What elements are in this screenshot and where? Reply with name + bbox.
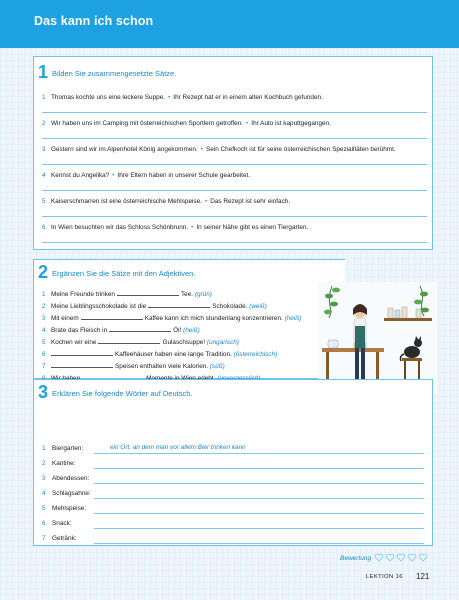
blank-field[interactable] <box>81 314 143 320</box>
lesson-label: LEKTION 16 <box>366 574 403 580</box>
exercise-2-box <box>33 259 345 379</box>
vocab-row: 1 Biergarten: ein Ort, an dem man vor allem Bier trinken kann <box>42 444 246 452</box>
kitchen-table <box>322 348 384 352</box>
page-title: Das kann ich schon <box>34 14 154 28</box>
sentence-row: 1 Thomas kochte uns eine leckere Suppe. • Ihr Rezept hat er in einem alten Kochbuch gefunden. <box>42 94 323 101</box>
vocab-row: 7 Getränk: <box>42 535 77 542</box>
vocab-row: 3 Abendessen: <box>42 475 90 482</box>
answer-line[interactable] <box>94 543 424 544</box>
heart-icon <box>386 554 394 561</box>
answer-line[interactable] <box>42 138 427 139</box>
exercise-1-box <box>33 56 433 250</box>
sentence-row: 2 Meine Lieblingsschokolade ist die Schokolade. (weiß) <box>42 303 267 310</box>
answer-line[interactable] <box>42 216 427 217</box>
blank-field[interactable] <box>51 350 113 356</box>
vocab-row: 6 Snack: <box>42 520 72 527</box>
answer-line[interactable] <box>42 112 427 113</box>
stool <box>402 358 422 361</box>
blank-field[interactable] <box>117 290 179 296</box>
sentence-row: 1 Meine Freunde trinken Tee. (grün) <box>42 291 212 298</box>
shelf <box>384 318 432 321</box>
vocab-row: 2 Kantine: <box>42 460 76 467</box>
exercise-title: Bilden Sie zusammengesetzte Sätze. <box>52 69 177 78</box>
sentence-row: 5 Kaiserschmarren ist eine österreichische Mehlspeise. • Das Rezept ist sehr einfach. <box>42 198 291 205</box>
sentence-row: 4 Brate das Fleisch in Öl! (heiß) <box>42 327 200 334</box>
exercise-number: 2 <box>38 262 49 282</box>
blank-field[interactable] <box>148 302 210 308</box>
vocab-row: 4 Schlagsahne: <box>42 490 91 497</box>
bullet-icon: • <box>200 146 203 153</box>
answer-line[interactable] <box>94 498 424 499</box>
rating-label: Bewertung <box>340 555 372 562</box>
bullet-icon: • <box>112 172 115 179</box>
bullet-icon: • <box>204 198 208 205</box>
exercise-number: 3 <box>38 382 49 402</box>
heart-icon <box>397 554 405 561</box>
sentence-row: 6 In Wien besuchten wir das Schloss Schönbrunn. • In seiner Nähe gibt es einen Tiergarten. <box>42 224 309 231</box>
bullet-icon: • <box>168 94 171 101</box>
answer-line[interactable] <box>94 513 424 514</box>
exercise-3-box <box>33 379 433 546</box>
heart-icon <box>408 554 416 561</box>
blank-field[interactable] <box>98 338 160 344</box>
vocab-row: 5 Mehlspeise: <box>42 505 87 512</box>
page-number: 121 <box>416 572 430 581</box>
answer-line[interactable] <box>42 164 427 165</box>
answer-line[interactable] <box>94 453 424 454</box>
sentence-row: 6 Kaffeehäuser haben eine lange Tradition. (österreichisch) <box>42 351 278 358</box>
answer-line[interactable] <box>94 483 424 484</box>
answer-line[interactable] <box>42 190 427 191</box>
exercise-title: Ergänzen Sie die Sätze mit den Adjektiven. <box>52 269 196 278</box>
sentence-row: 3 Gestern sind wir im Alpenhotel König angekommen. • Sein Chefkoch ist für seine österreichischen Spezialitäten berühmt. <box>42 146 396 153</box>
sentence-row: 4 Kennst du Angelika? • Ihre Eltern haben in unserer Schule gearbeitet. <box>42 172 251 179</box>
answer-line[interactable] <box>94 468 424 469</box>
sentence-row: 7 Speisen enthalten viele Kalorien. (süß) <box>42 363 225 370</box>
rating-hearts[interactable] <box>374 553 432 563</box>
exercise-title: Erklären Sie folgende Wörter auf Deutsch. <box>52 389 193 398</box>
heart-icon <box>419 554 427 561</box>
heart-icon <box>375 554 383 561</box>
answer-line[interactable] <box>94 528 424 529</box>
kitchen-illustration <box>318 282 438 394</box>
bullet-icon: • <box>191 224 194 231</box>
sentence-row: 3 Mit einem Kaffee kann ich mich stundenlang konzentrieren. (heiß) <box>42 315 302 322</box>
blank-field[interactable] <box>109 326 171 332</box>
answer-line[interactable] <box>42 242 427 243</box>
page-header <box>0 0 459 48</box>
bullet-icon: • <box>246 120 249 127</box>
blank-field[interactable] <box>51 362 113 368</box>
sentence-row: 5 Kochen wir eine Gulaschsuppe! (ungarisch) <box>42 339 239 346</box>
exercise-number: 1 <box>38 62 49 82</box>
sentence-row: 2 Wir haben uns im Camping mit österreichischen Sportlern getroffen. • Ihr Auto ist kaputtgegangen. <box>42 120 331 127</box>
